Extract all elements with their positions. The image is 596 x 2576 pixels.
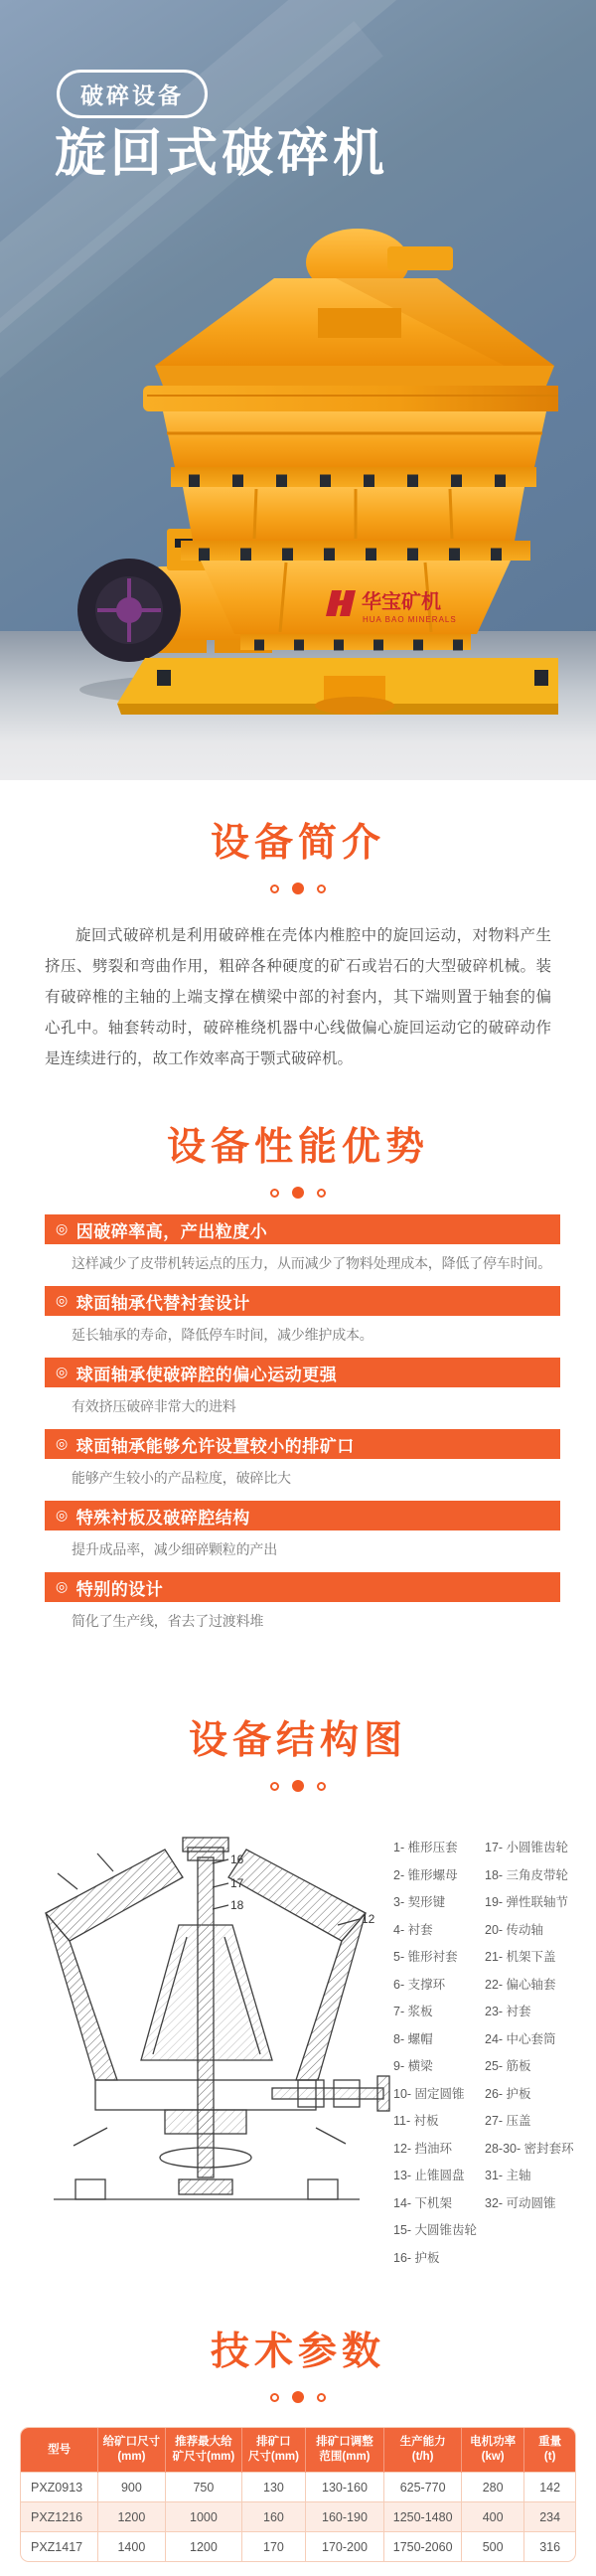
header-cell: 给矿口尺寸 (mm) bbox=[98, 2428, 165, 2473]
part-label: 21- 机架下盖 bbox=[485, 1950, 556, 1964]
dot-outline bbox=[317, 2393, 326, 2402]
bullseye-icon: ◎ bbox=[56, 1291, 69, 1308]
dot-outline bbox=[270, 1189, 279, 1198]
header-cell: 排矿口 尺寸(mm) bbox=[242, 2428, 305, 2473]
advantage-desc: 简化了生产线，省去了过渡料堆 bbox=[72, 1613, 264, 1629]
structure-diagram-sketch bbox=[18, 1830, 393, 2235]
dot-filled bbox=[292, 2391, 304, 2403]
advantage-title-bar bbox=[45, 1429, 560, 1459]
part-label: 26- 护板 bbox=[485, 2086, 531, 2101]
advantage-desc: 延长轴承的寿命，降低停车时间，减少维护成本。 bbox=[72, 1327, 373, 1343]
gyratory-crusher-photo bbox=[38, 221, 558, 718]
structure-section bbox=[0, 1644, 596, 2275]
dot-outline bbox=[317, 1782, 326, 1791]
pager-dots bbox=[0, 1187, 596, 1199]
part-row bbox=[393, 2139, 578, 2157]
part-row bbox=[393, 2111, 578, 2129]
part-label: 31- 主轴 bbox=[485, 2169, 531, 2182]
table-cell: 1750-2060 bbox=[384, 2532, 462, 2562]
table-cell: 316 bbox=[524, 2532, 575, 2562]
advantage-title: 特殊衬板及破碎腔结构 bbox=[75, 1508, 250, 1528]
parts-list bbox=[393, 1830, 578, 2275]
dot-outline bbox=[317, 1189, 326, 1198]
part-label: 32- 可动圆锥 bbox=[485, 2195, 556, 2210]
pager-dots bbox=[0, 1780, 596, 1792]
advantage-title-bar bbox=[45, 1286, 560, 1316]
part-label: 16- 护板 bbox=[393, 2250, 440, 2265]
structure-heading: 设备结构图 bbox=[188, 1719, 407, 1762]
part-label: 20- 传动轴 bbox=[485, 1922, 544, 1937]
part-row bbox=[393, 2248, 578, 2266]
table-cell-model: PXZ0913 bbox=[21, 2473, 98, 2502]
callout-label: 17 bbox=[230, 1876, 244, 1890]
table-cell: 130 bbox=[242, 2473, 305, 2502]
part-row bbox=[393, 2056, 578, 2074]
advantage-title-bar bbox=[45, 1214, 560, 1244]
advantage-item bbox=[0, 1429, 596, 1488]
table-cell: 625-770 bbox=[384, 2473, 462, 2502]
advantage-item bbox=[0, 1572, 596, 1631]
table-cell-model: PXZ1216 bbox=[21, 2502, 98, 2532]
part-label: 23- 衬套 bbox=[485, 2005, 531, 2018]
part-label: 13- 止锥圆盘 bbox=[393, 2169, 465, 2182]
part-label: 10- 固定圆锥 bbox=[393, 2086, 465, 2101]
callout-label: 18 bbox=[230, 1898, 244, 1912]
intro-paragraph: 旋回式破碎机是利用破碎椎在壳体内椎腔中的旋回运动，对物料产生挤压、劈裂和弯曲作用，粗碎各种硬度的矿石或岩石的大型破碎机械。装有破碎椎的主轴的上端支撑在横梁中部的衬套内，其下端则置于轴套的偏心孔中。轴套转动时，破碎椎绕机器中心线做偏心旋回运动它的破碎动作是连续进行的，故工作效率高于颚式破碎机。 bbox=[45, 927, 551, 1067]
callout-label: 16 bbox=[230, 1852, 244, 1866]
dot-filled bbox=[292, 1187, 304, 1199]
advantage-item bbox=[0, 1286, 596, 1345]
header-cell: 生产能力 (t/h) bbox=[384, 2428, 462, 2473]
advantage-title: 球面轴承代替衬套设计 bbox=[75, 1293, 250, 1313]
table-cell-model: PXZ1417 bbox=[21, 2532, 98, 2562]
advantage-item bbox=[0, 1358, 596, 1416]
table-cell: 280 bbox=[461, 2473, 523, 2502]
bullseye-icon: ◎ bbox=[56, 1506, 69, 1523]
part-label: 2- 锥形螺母 bbox=[393, 1867, 458, 1882]
table-header-row bbox=[21, 2428, 575, 2473]
structure-body bbox=[0, 1792, 596, 2275]
params-table-wrapper bbox=[20, 2427, 576, 2562]
pager-dots bbox=[0, 2391, 596, 2403]
advantage-title: 因破碎率高，产出粒度小 bbox=[75, 1221, 268, 1241]
part-label: 24- 中心套筒 bbox=[485, 2031, 556, 2046]
dot-filled bbox=[292, 883, 304, 894]
brand-logo-cn: 华宝矿机 bbox=[362, 591, 441, 613]
advantage-title: 球面轴承能够允许设置较小的排矿口 bbox=[75, 1436, 355, 1456]
part-label: 7- 浆板 bbox=[393, 2005, 433, 2018]
part-label: 11- 衬板 bbox=[393, 2114, 439, 2128]
table-cell: 170-200 bbox=[305, 2532, 384, 2562]
part-row bbox=[393, 1892, 578, 1910]
table-cell: 750 bbox=[165, 2473, 242, 2502]
advantage-item bbox=[0, 1214, 596, 1273]
part-label: 27- 压盖 bbox=[485, 2114, 531, 2128]
part-label bbox=[485, 2248, 578, 2266]
advantages-heading: 设备性能优势 bbox=[166, 1126, 429, 1169]
params-heading: 技术参数 bbox=[210, 2331, 385, 2373]
dot-outline bbox=[317, 885, 326, 893]
bottom-shell bbox=[201, 561, 511, 634]
part-label: 3- 契形键 bbox=[393, 1895, 446, 1909]
part-label: 9- 横梁 bbox=[393, 2059, 433, 2073]
advantage-title: 特别的设计 bbox=[75, 1579, 164, 1599]
header-cell: 型号 bbox=[21, 2428, 98, 2473]
part-label: 12- 挡油环 bbox=[393, 2141, 453, 2156]
bullseye-icon: ◎ bbox=[56, 1219, 69, 1236]
part-row bbox=[393, 2193, 578, 2211]
table-cell: 500 bbox=[461, 2532, 523, 2562]
table-row bbox=[21, 2473, 575, 2502]
table-cell: 142 bbox=[524, 2473, 575, 2502]
part-label: 4- 衬套 bbox=[393, 1922, 433, 1937]
part-row bbox=[393, 2220, 578, 2238]
dot-outline bbox=[270, 1782, 279, 1791]
bullseye-icon: ◎ bbox=[56, 1363, 69, 1379]
part-row bbox=[393, 1975, 578, 1993]
page-title: 旋回式破碎机 bbox=[55, 125, 389, 183]
part-row bbox=[393, 2084, 578, 2102]
table-row bbox=[21, 2502, 575, 2532]
part-row bbox=[393, 2002, 578, 2019]
part-label: 15- 大圆锥齿轮 bbox=[393, 2223, 478, 2237]
brand-logo-en: HUA BAO MINERALS bbox=[363, 615, 457, 624]
part-label: 1- 椎形压套 bbox=[393, 1841, 458, 1854]
bullseye-icon: ◎ bbox=[56, 1434, 69, 1451]
part-label: 8- 螺帽 bbox=[393, 2031, 433, 2046]
table-cell: 1200 bbox=[165, 2532, 242, 2562]
intro-heading: 设备简介 bbox=[210, 822, 385, 865]
advantage-title: 球面轴承使破碎腔的偏心运动更强 bbox=[75, 1365, 338, 1384]
advantage-title-bar bbox=[45, 1358, 560, 1387]
params-table bbox=[21, 2428, 575, 2561]
part-row bbox=[393, 1947, 578, 1965]
table-cell: 400 bbox=[461, 2502, 523, 2532]
dot-outline bbox=[270, 2393, 279, 2402]
part-label: 22- 偏心轴套 bbox=[485, 1977, 556, 1992]
part-label: 5- 锥形衬套 bbox=[393, 1950, 458, 1964]
table-cell: 234 bbox=[524, 2502, 575, 2532]
table-cell: 160 bbox=[242, 2502, 305, 2532]
part-label: 14- 下机架 bbox=[393, 2195, 453, 2210]
part-label bbox=[485, 2220, 578, 2238]
part-row bbox=[393, 1865, 578, 1883]
bullseye-icon: ◎ bbox=[56, 1577, 69, 1594]
hero-section bbox=[0, 0, 596, 780]
advantage-item bbox=[0, 1501, 596, 1559]
dot-filled bbox=[292, 1780, 304, 1792]
advantage-desc: 提升成品率，减少细碎颗粒的产出 bbox=[72, 1541, 277, 1557]
table-cell: 1200 bbox=[98, 2502, 165, 2532]
table-cell: 900 bbox=[98, 2473, 165, 2502]
advantage-list bbox=[0, 1214, 596, 1631]
part-label: 25- 筋板 bbox=[485, 2059, 531, 2073]
dot-outline bbox=[270, 885, 279, 893]
advantage-title-bar bbox=[45, 1572, 560, 1602]
advantages-section bbox=[0, 1074, 596, 1631]
intro-section bbox=[0, 780, 596, 1074]
part-row bbox=[393, 2029, 578, 2047]
part-row bbox=[393, 1838, 578, 1855]
pager-dots bbox=[0, 883, 596, 894]
advantage-desc: 这样减少了皮带机转运点的压力，从而减少了物料处理成本，降低了停车时间。 bbox=[72, 1255, 551, 1271]
callout-label: 12 bbox=[362, 1912, 375, 1926]
top-rim-ring bbox=[143, 386, 558, 411]
part-label: 19- 弹性联轴节 bbox=[485, 1895, 569, 1909]
advantage-desc: 能够产生较小的产品粒度，破碎比大 bbox=[72, 1470, 291, 1486]
table-cell: 160-190 bbox=[305, 2502, 384, 2532]
table-cell: 1250-1480 bbox=[384, 2502, 462, 2532]
advantage-desc: 有效挤压破碎非常大的进料 bbox=[72, 1398, 236, 1414]
header-cell: 推荐最大给 矿尺寸(mm) bbox=[165, 2428, 242, 2473]
header-cell: 重量 (t) bbox=[524, 2428, 575, 2473]
table-cell: 170 bbox=[242, 2532, 305, 2562]
part-row bbox=[393, 2166, 578, 2183]
header-cell: 电机功率 (kw) bbox=[461, 2428, 523, 2473]
category-badge-label: 破碎设备 bbox=[80, 82, 184, 108]
part-label: 17- 小圆锥齿轮 bbox=[485, 1841, 569, 1854]
table-row bbox=[21, 2532, 575, 2562]
params-section bbox=[0, 2275, 596, 2576]
advantage-title-bar bbox=[45, 1501, 560, 1530]
table-cell: 1000 bbox=[165, 2502, 242, 2532]
part-label: 28-30- 密封套环 bbox=[485, 2141, 574, 2156]
header-cell: 排矿口调整 范围(mm) bbox=[305, 2428, 384, 2473]
table-cell: 130-160 bbox=[305, 2473, 384, 2502]
part-label: 18- 三角皮带轮 bbox=[485, 1867, 569, 1882]
part-label: 6- 支撑环 bbox=[393, 1977, 446, 1992]
part-row bbox=[393, 1920, 578, 1938]
table-cell: 1400 bbox=[98, 2532, 165, 2562]
